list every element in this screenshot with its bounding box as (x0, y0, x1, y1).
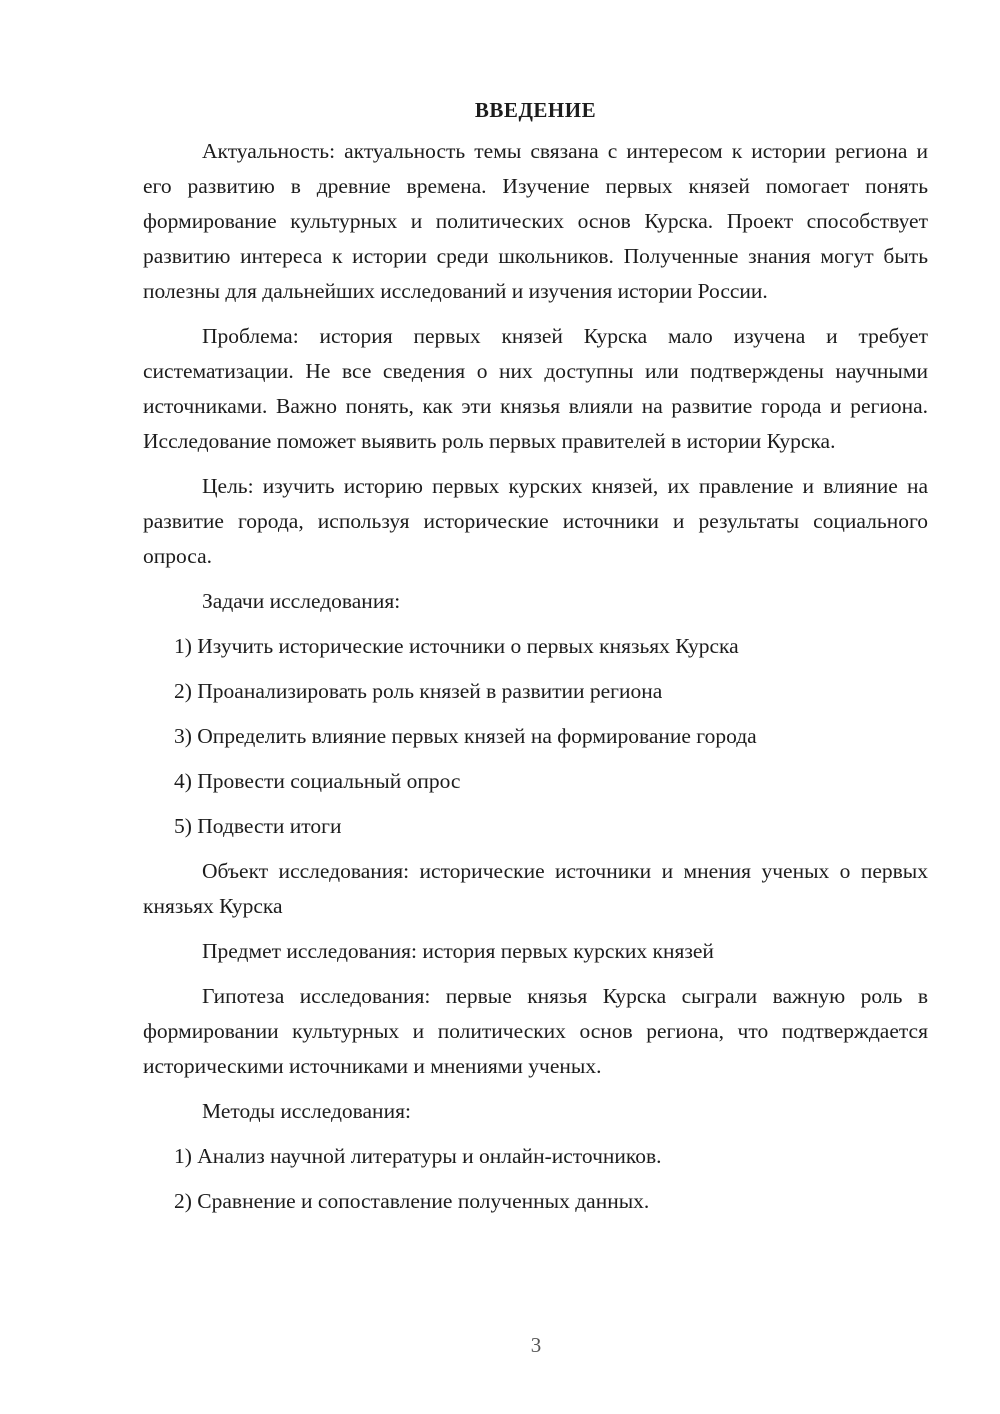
page-title: ВВЕДЕНИЕ (474, 98, 597, 122)
task-item: 3) Определить влияние первых князей на формирование города (174, 724, 757, 748)
hypothesis-paragraph: Гипотеза исследования: первые князья Курска сыграли важную роль в формировании культурных и политических основ региона, что подтверждается историческими источниками и мнениями ученых. (143, 984, 928, 1078)
method-item: 2) Сравнение и сопоставление полученных данных. (174, 1189, 650, 1213)
goal-paragraph: Цель: изучить историю первых курских князей, их правление и влияние на развитие города, используя исторические источники и результаты социального опроса. (143, 474, 928, 568)
task-item: 4) Провести социальный опрос (174, 769, 461, 793)
subject-paragraph: Предмет исследования: история первых курских князей (202, 939, 714, 963)
methods-label: Методы исследования: (202, 1099, 411, 1123)
page-number: 3 (530, 1333, 542, 1357)
task-item: 1) Изучить исторические источники о первых князьях Курска (174, 634, 739, 658)
task-item: 5) Подвести итоги (174, 814, 342, 838)
tasks-label: Задачи исследования: (202, 589, 401, 613)
relevance-paragraph: Актуальность: актуальность темы связана с интересом к истории региона и его развитию в древние времена. Изучение первых князей помогает понять формирование культурных и политических основ Курска. Проект способствует развитию интереса к истории среди школьников. Полученные знания могут быть полезны для дальнейших исследований и изучения истории России. (143, 139, 928, 303)
problem-paragraph: Проблема: история первых князей Курска мало изучена и требует систематизации. Не все сведения о них доступны или подтверждены научными источниками. Важно понять, как эти князья влияли на развитие города и региона. Исследование поможет выявить роль первых правителей в истории Курска. (143, 324, 928, 453)
object-paragraph: Объект исследования: исторические источники и мнения ученых о первых князьях Курска (143, 859, 928, 918)
task-item: 2) Проанализировать роль князей в развитии региона (174, 679, 663, 703)
method-item: 1) Анализ научной литературы и онлайн-источников. (174, 1144, 662, 1168)
document-page (143, 96, 928, 1229)
